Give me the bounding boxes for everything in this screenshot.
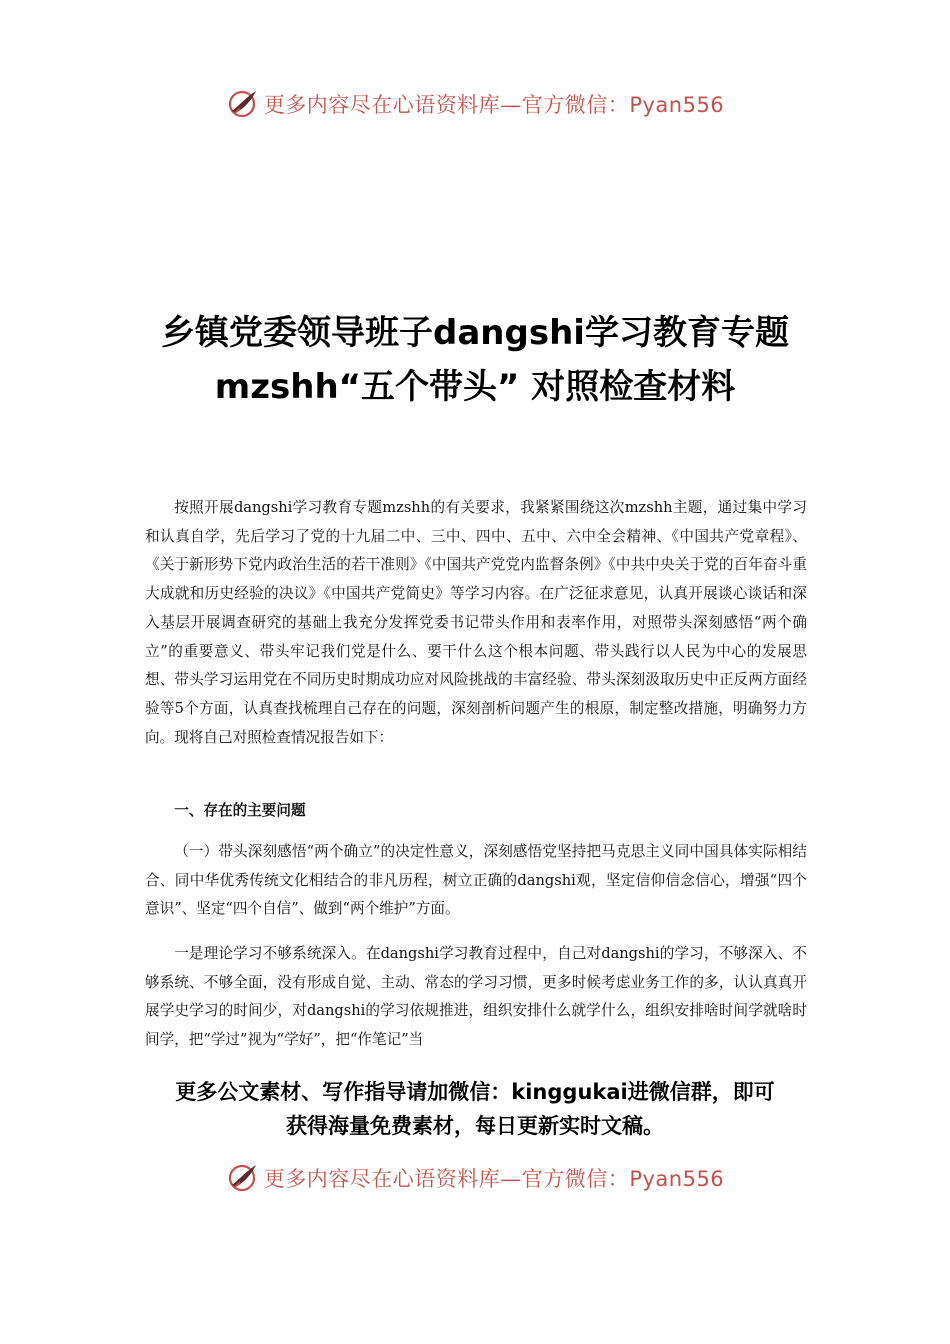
section-heading-text: 一、存在的主要问题	[174, 802, 306, 819]
promo-banner	[120, 1075, 830, 1143]
quill-logo-icon	[226, 87, 260, 121]
point-text: 一是理论学习不够系统深入。在dangshi学习教育过程中，自己对dangshi的学习，不够深入、不够系统、不够全面，没有形成自觉、主动、常态的学习习惯，更多时候考虑业务工作的多，认认真真开展学史学习的时间少，对dangshi的学习依规推进，组织安排什么就学什么，组织安排啥时间学就啥时间学，把“学过”视为“学好”，把“作笔记”当	[145, 945, 807, 1049]
intro-paragraph	[145, 494, 807, 752]
watermark-wechat-id: Pyan556	[629, 93, 725, 117]
section-heading	[145, 797, 807, 826]
subsection-paragraph	[145, 838, 807, 924]
intro-text: 按照开展dangshi学习教育专题mzshh的有关要求，我紧紧围绕这次mzshh主题，通过集中学习和认真自学，先后学习了党的十九届二中、三中、四中、五中、六中全会精神、《中国共产党章程》、《关于新形势下党内政治生活的若干准则》《中国共产党党内监督条例》《中共中央关于党的百年奋斗重大成就和历史经验的决议》《中国共产党简史》等学习内容。在广泛征求意见，认真开展谈心谈话和深入基层开展调查研究的基础上我充分发挥党委书记带头作用和表率作用，对照带头深刻感悟“两个确立”的重要意义、带头牢记我们党是什么、要干什么这个根本问题、带头践行以人民为中心的发展思想、带头学习运用党在不同历史时期成功应对风险挑战的丰富经验、带头深刻汲取历史中正反两方面经验等5个方面，认真查找梳理自己存在的问题，深刻剖析问题产生的根原，制定整改措施，明确努力方向。现将自己对照检查情况报告如下：	[145, 499, 807, 746]
promo-line-2: 获得海量免费素材，每日更新实时文稿。	[286, 1114, 664, 1138]
promo-line-1: 更多公文素材、写作指导请加微信：kinggukai进微信群，即可	[175, 1080, 775, 1104]
watermark-text: 更多内容尽在心语资料库—官方微信：Pyan556	[263, 1167, 725, 1191]
header-watermark	[0, 84, 950, 124]
watermark-text: 更多内容尽在心语资料库—官方微信：Pyan556	[263, 93, 725, 117]
watermark-wechat-id: Pyan556	[629, 1167, 725, 1191]
point-paragraph	[145, 940, 807, 1055]
quill-logo-icon	[226, 1161, 260, 1195]
title-line-1: 乡镇党委领导班子dangshi学习教育专题	[161, 313, 789, 353]
title-line-2: mzshh“五个带头” 对照检查材料	[214, 367, 736, 407]
document-title	[80, 306, 870, 414]
subsection-text: （一）带头深刻感悟“两个确立”的决定性意义，深刻感悟党坚持把马克思主义同中国具体实际相结合、同中华优秀传统文化相结合的非凡历程，树立正确的dangshi观，坚定信仰信念信心，增强“四个意识”、坚定“四个自信”、做到“两个维护”方面。	[145, 843, 807, 918]
footer-watermark	[0, 1158, 950, 1198]
